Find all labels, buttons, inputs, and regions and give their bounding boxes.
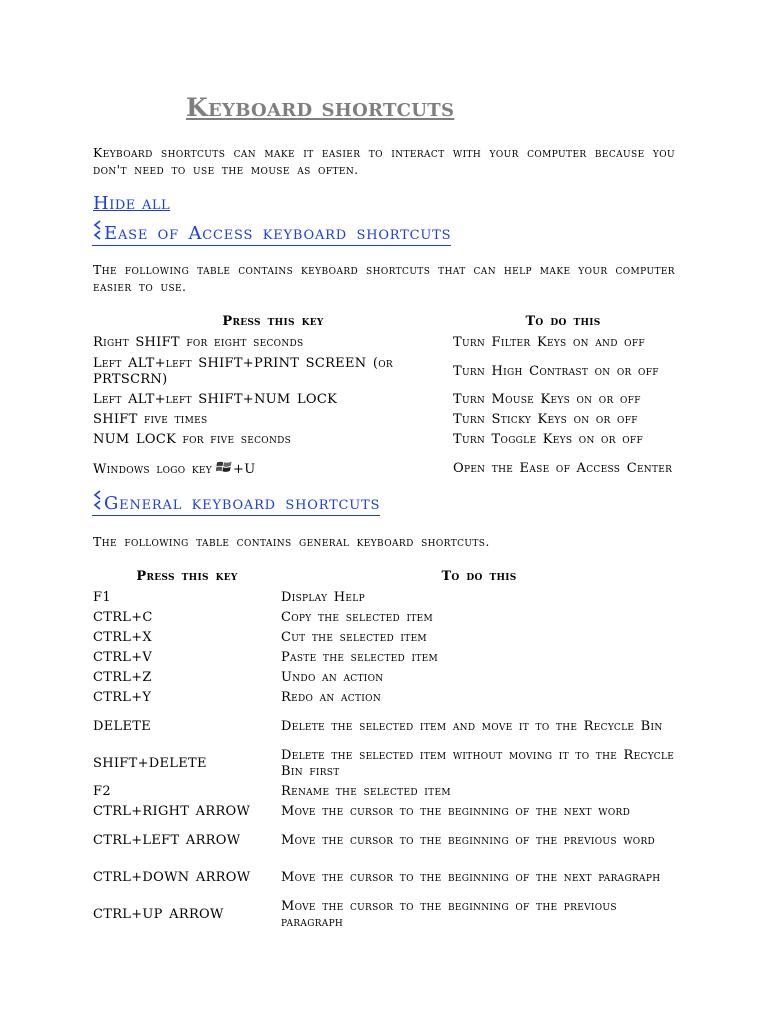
chevron-toggle-icon[interactable] [92, 219, 104, 241]
chevron-toggle-icon[interactable] [92, 489, 104, 511]
shortcut-key: Right SHIFT for eight seconds [93, 335, 304, 350]
table-row [93, 668, 677, 688]
shortcut-key-label: Windows logo key [93, 461, 213, 477]
table-row [93, 410, 673, 430]
shortcut-action: Redo an action [281, 690, 381, 705]
shortcut-action: Move the cursor to the beginning of the next word [281, 804, 631, 819]
table-row [93, 608, 677, 628]
table-row [93, 859, 677, 896]
shortcut-key: CTRL+Y [93, 690, 152, 705]
shortcut-action: Move the cursor to the beginning of the previous paragraph [281, 898, 617, 930]
table-header-row [93, 566, 677, 588]
shortcut-key: CTRL+X [93, 630, 152, 645]
table-row [93, 628, 677, 648]
shortcut-action: Turn Toggle Keys on or off [453, 432, 644, 447]
shortcut-key: Left ALT+left SHIFT+PRINT SCREEN (or PRTSCRN) [93, 355, 393, 387]
shortcut-key: CTRL+C [93, 610, 153, 625]
shortcut-key [93, 450, 453, 487]
ease-of-access-heading: Ease of Access keyboard shortcuts [104, 223, 452, 244]
shortcut-key: F1 [93, 590, 111, 605]
ease-description: The following table contains keyboard shortcuts that can help make your computer easier to use. [93, 262, 675, 294]
general-description: The following table contains general keyboard shortcuts. [93, 534, 490, 549]
page-title: Keyboard shortcuts [186, 93, 455, 122]
shortcut-action: Turn Filter Keys on and off [453, 335, 645, 350]
shortcut-action: Move the cursor to the beginning of the previous word [281, 832, 656, 848]
shortcut-key: F2 [93, 784, 111, 799]
shortcut-key: CTRL+RIGHT ARROW [93, 804, 251, 819]
shortcut-action: Delete the selected item without moving it to the Recycle Bin first [281, 747, 675, 779]
table-row [93, 745, 677, 782]
table-row [93, 333, 673, 353]
table-row [93, 648, 677, 668]
ease-of-access-table [93, 311, 673, 487]
shortcut-action: Copy the selected item [281, 610, 434, 625]
general-shortcuts-table [93, 566, 677, 933]
table-row [93, 896, 677, 933]
table-row [93, 688, 677, 708]
shortcut-action: Turn Mouse Keys on or off [453, 392, 641, 407]
shortcut-key: Left ALT+left SHIFT+NUM LOCK [93, 392, 338, 407]
column-header-action: To do this [525, 314, 601, 329]
shortcut-key: CTRL+LEFT ARROW [93, 832, 241, 848]
table-row [93, 450, 673, 487]
table-row [93, 708, 677, 745]
table-header-row [93, 311, 673, 333]
shortcut-action: Turn High Contrast on or off [453, 363, 659, 379]
shortcut-key: CTRL+V [93, 650, 153, 665]
shortcut-action: Delete the selected item and move it to the Recycle Bin [281, 718, 663, 734]
table-row [93, 802, 677, 822]
table-row [93, 430, 673, 450]
shortcut-key: SHIFT five times [93, 412, 208, 427]
column-header-key: Press this key [222, 314, 324, 329]
shortcut-key-suffix: +U [233, 461, 256, 477]
table-row [93, 822, 677, 859]
table-row [93, 588, 677, 608]
windows-logo-icon [216, 460, 233, 474]
shortcut-key: SHIFT+DELETE [93, 755, 207, 771]
shortcut-action: Paste the selected item [281, 650, 439, 665]
shortcut-key: CTRL+DOWN ARROW [93, 869, 251, 885]
general-heading: General keyboard shortcuts [104, 493, 381, 514]
table-row [93, 353, 673, 390]
table-row [93, 782, 677, 802]
shortcut-action: Open the Ease of Access Center [453, 460, 673, 476]
shortcut-action: Undo an action [281, 670, 384, 685]
shortcut-action: Display Help [281, 590, 365, 605]
shortcut-key: CTRL+Z [93, 670, 152, 685]
hide-all-link[interactable]: Hide all [93, 193, 171, 214]
shortcut-key: CTRL+UP ARROW [93, 906, 224, 922]
column-header-action: To do this [441, 569, 517, 584]
shortcut-key: NUM LOCK for five seconds [93, 432, 292, 447]
column-header-key: Press this key [136, 569, 238, 584]
shortcut-action: Rename the selected item [281, 784, 451, 799]
shortcut-action: Move the cursor to the beginning of the next paragraph [281, 869, 661, 885]
shortcut-action: Turn Sticky Keys on or off [453, 412, 638, 427]
table-row [93, 390, 673, 410]
ease-of-access-section-header[interactable] [92, 219, 451, 246]
intro-paragraph: Keyboard shortcuts can make it easier to interact with your computer because you don't need to use the mouse as often. [93, 145, 675, 177]
shortcut-action: Cut the selected item [281, 630, 427, 645]
shortcut-key: DELETE [93, 718, 151, 734]
general-section-header[interactable] [92, 489, 380, 516]
